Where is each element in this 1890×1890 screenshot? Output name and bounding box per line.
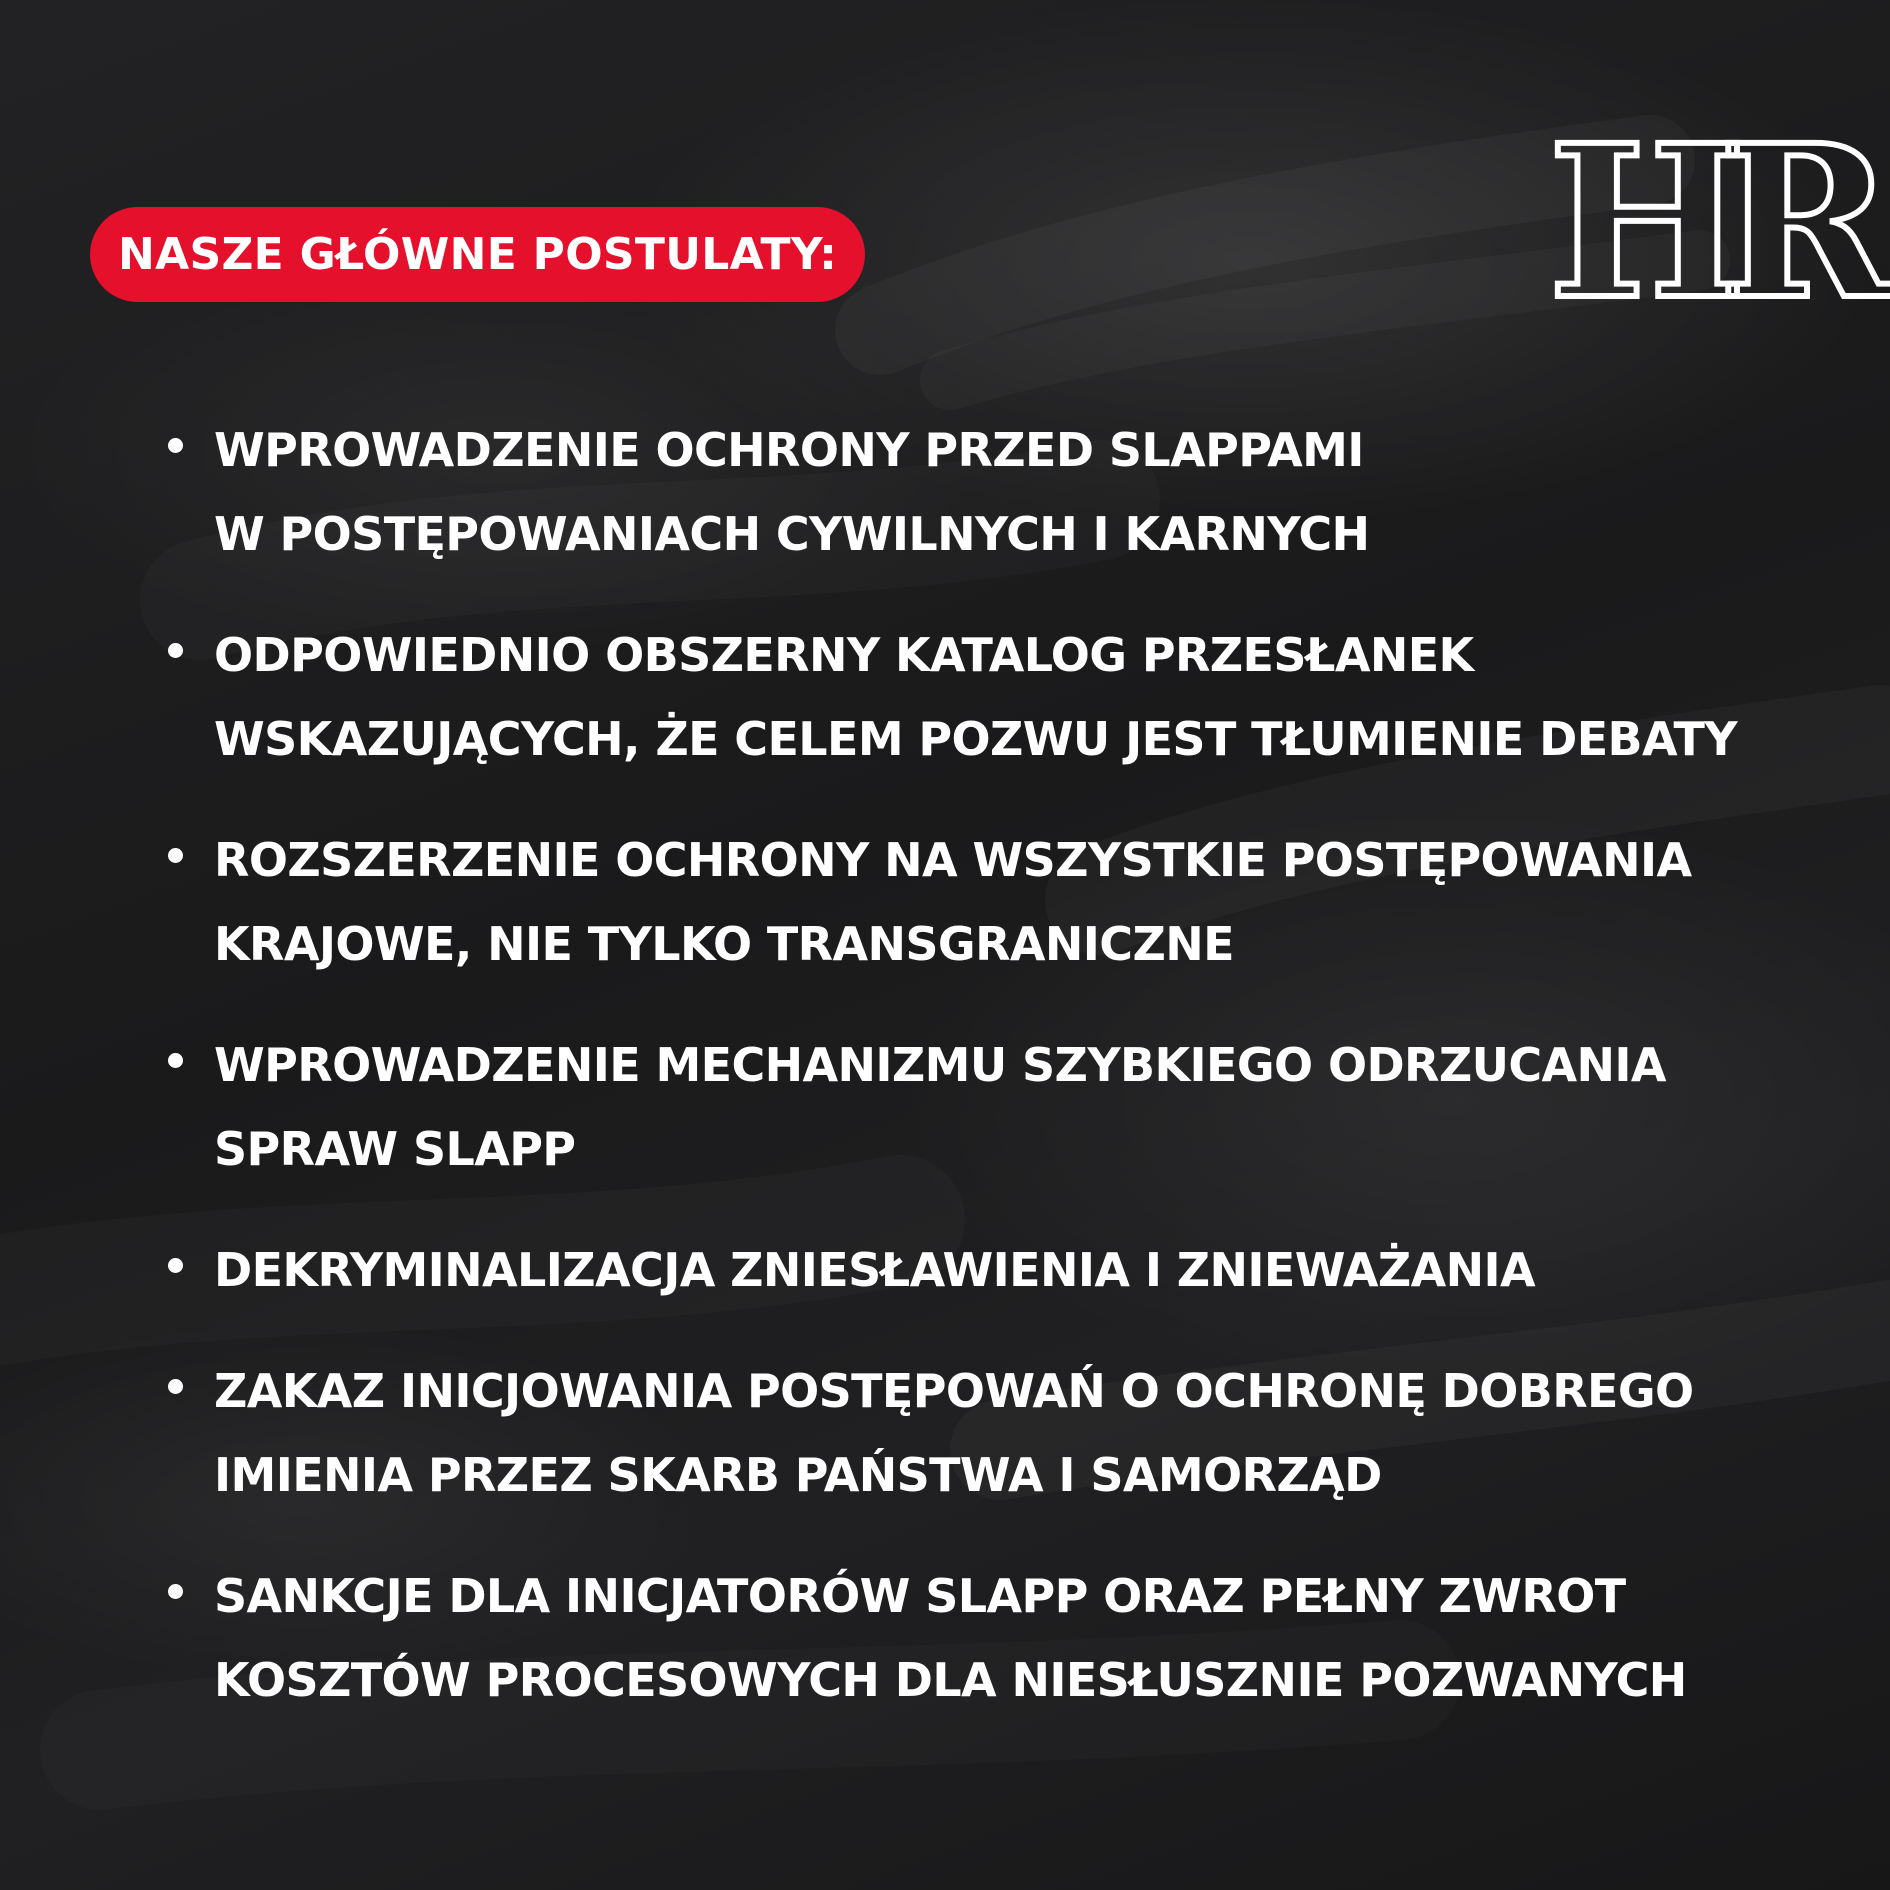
- item-line: SANKCJE DLA INICJATORÓW SLAPP ORAZ PEŁNY ZWROT: [214, 1569, 1626, 1623]
- item-line: IMIENIA PRZEZ SKARB PAŃSTWA I SAMORZĄD: [214, 1448, 1382, 1502]
- item-line: WSKAZUJĄCYCH, ŻE CELEM POZWU JEST TŁUMIENIE DEBATY: [214, 712, 1737, 766]
- bullet-icon: [168, 1053, 183, 1068]
- bullet-icon: [168, 1584, 183, 1599]
- item-line: ROZSZERZENIE OCHRONY NA WSZYSTKIE POSTĘPOWANIA: [214, 833, 1692, 887]
- item-line: KOSZTÓW PROCESOWYCH DLA NIESŁUSZNIE POZWANYCH: [214, 1653, 1687, 1707]
- postulates-list: [168, 408, 1737, 1759]
- list-item: [168, 408, 1728, 576]
- item-line: DEKRYMINALIZACJA ZNIESŁAWIENIA I ZNIEWAŻANIA: [214, 1243, 1535, 1297]
- list-item: [168, 1023, 1728, 1191]
- list-item: [168, 1349, 1728, 1517]
- list-item: [168, 818, 1728, 986]
- title-badge: [90, 207, 865, 302]
- item-line: W POSTĘPOWANIACH CYWILNYCH I KARNYCH: [214, 507, 1370, 561]
- item-line: KRAJOWE, NIE TYLKO TRANSGRANICZNE: [214, 917, 1234, 971]
- list-item: [168, 613, 1737, 781]
- bullet-icon: [168, 438, 183, 453]
- bullet-icon: [168, 1258, 183, 1273]
- title-text: NASZE GŁÓWNE POSTULATY:: [118, 229, 838, 280]
- logo-text: HR: [1548, 99, 1865, 346]
- item-line: ZAKAZ INICJOWANIA POSTĘPOWAŃ O OCHRONĘ DOBREGO: [214, 1364, 1694, 1418]
- list-item: [168, 1228, 1728, 1312]
- item-line: WPROWADZENIE MECHANIZMU SZYBKIEGO ODRZUCANIA: [214, 1038, 1666, 1092]
- item-line: ODPOWIEDNIO OBSZERNY KATALOG PRZESŁANEK: [214, 628, 1474, 682]
- bullet-icon: [168, 1379, 183, 1394]
- list-item: [168, 1554, 1728, 1722]
- bullet-icon: [168, 848, 183, 863]
- bullet-icon: [168, 643, 183, 658]
- item-line: SPRAW SLAPP: [214, 1122, 576, 1176]
- item-line: WPROWADZENIE OCHRONY PRZED SLAPPAMI: [214, 423, 1364, 477]
- hr-logo-icon: [1540, 99, 1865, 346]
